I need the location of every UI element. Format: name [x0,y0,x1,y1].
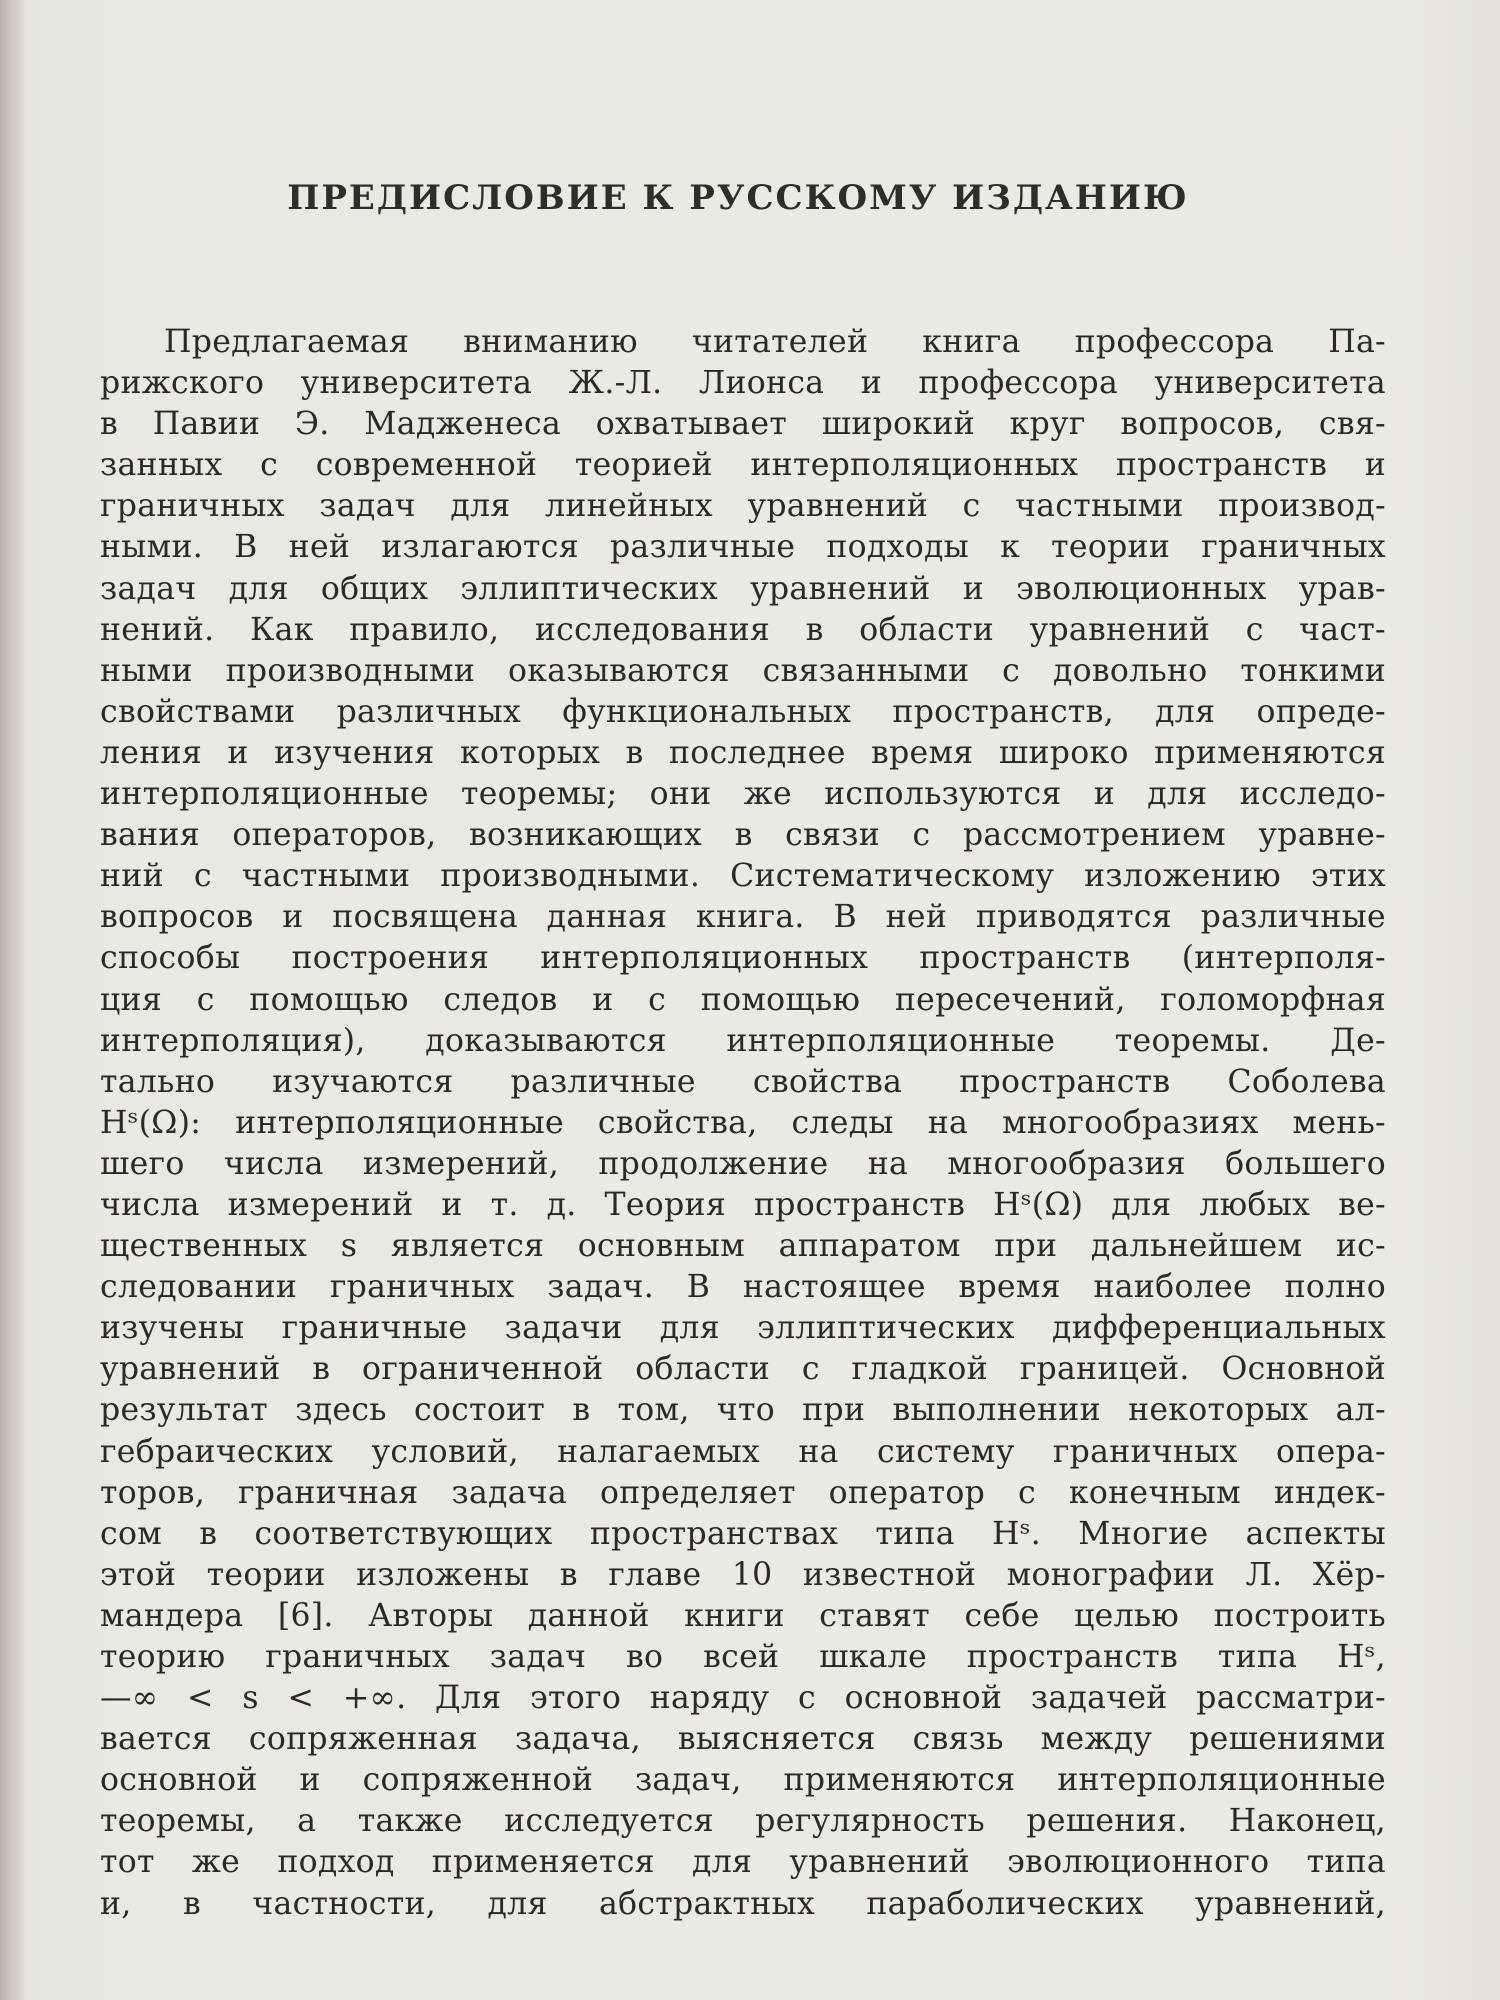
text-line: ными. В ней излагаются различные подходы к теории граничных [100,529,1386,566]
text-line: и, в частности, для абстрактных параболических уравнений, [100,1885,1386,1922]
text-line: этой теории изложены в главе 10 известной монографии Л. Хёр- [100,1556,1386,1593]
text-line: Предлагаемая вниманию читателей книга профессора Па- [164,324,1386,360]
text-line: вается сопряженная задача, выясняется связь между решениями [100,1721,1386,1758]
text-line: свойствами различных функциональных пространств, для опреде- [100,693,1386,730]
text-line: интерполяция), доказываются интерполяционные теоремы. Де- [100,1022,1386,1059]
text-line: Hˢ(Ω): интерполяционные свойства, следы на многообразиях мень- [100,1104,1386,1141]
text-line: граничных задач для линейных уравнений с частными производ- [100,488,1386,525]
text-line: —∞ < s < +∞. Для этого наряду с основной задачей рассматри- [100,1680,1386,1717]
text-line: вопросов и посвящена данная книга. В ней приводятся различные [100,899,1386,936]
text-line: основной и сопряженной задач, применяются интерполяционные [100,1762,1386,1799]
text-line: задач для общих эллиптических уравнений и эволюционных урав- [100,570,1386,607]
text-line: теорию граничных задач во всей шкале пространств типа Hˢ, [100,1639,1386,1675]
text-line: в Павии Э. Мадженеса охватывает широкий круг вопросов, свя- [100,406,1386,443]
text-line: вания операторов, возникающих в связи с рассмотрением уравне- [100,817,1386,854]
text-line: ний с частными производными. Систематическому изложению этих [100,858,1386,895]
text-line: интерполяционные теоремы; они же используются и для исследо- [100,776,1386,813]
preface-paragraph [100,322,1386,1925]
text-line: изучены граничные задачи для эллиптических дифференциальных [100,1310,1386,1347]
text-line: тально изучаются различные свойства пространств Соболева [100,1063,1386,1100]
text-line: ными производными оказываются связанными с довольно тонкими [100,652,1386,689]
text-line: сом в соответствующих пространствах типа Hˢ. Многие аспекты [100,1515,1386,1552]
page-fold-shadow [0,0,26,2000]
text-line: результат здесь состоит в том, что при выполнении некоторых ал- [100,1392,1386,1429]
text-line: уравнений в ограниченной области с гладкой границей. Основной [100,1351,1386,1388]
text-line: торов, граничная задача определяет оператор с конечным индек- [100,1474,1386,1511]
text-line: тот же подход применяется для уравнений эволюционного типа [100,1844,1386,1881]
text-line: следовании граничных задач. В настоящее время наиболее полно [100,1269,1386,1306]
text-line: нений. Как правило, исследования в области уравнений с част- [100,611,1386,648]
text-line: способы построения интерполяционных пространств (интерполя- [100,940,1386,977]
text-line: мандера [6]. Авторы данной книги ставят себе целью построить [100,1597,1386,1634]
text-line: занных с современной теорией интерполяционных пространств и [100,447,1386,484]
text-line: ления и изучения которых в последнее время широко применяются [100,734,1386,771]
text-line: числа измерений и т. д. Теория пространств Hˢ(Ω) для любых ве- [100,1186,1386,1223]
page-title: ПРЕДИСЛОВИЕ К РУССКОМУ ИЗДАНИЮ [287,178,1189,218]
text-line: ция с помощью следов и с помощью пересечений, голоморфная [100,981,1386,1018]
text-line: рижского университета Ж.-Л. Лионса и профессора университета [100,365,1386,402]
text-line: шего числа измерений, продолжение на многообразия большего [100,1145,1386,1182]
text-line: теоремы, а также исследуется регулярность решения. Наконец, [100,1803,1386,1840]
text-line: гебраических условий, налагаемых на систему граничных опера- [100,1433,1386,1470]
text-line: щественных s является основным аппаратом при дальнейшем ис- [100,1228,1386,1265]
